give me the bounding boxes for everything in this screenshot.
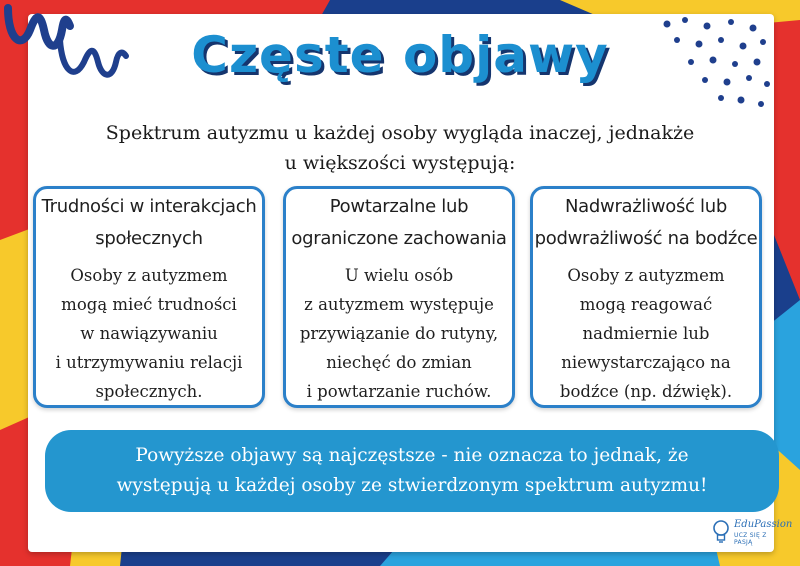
card-heading-line: podwrażliwość na bodźce [534,228,758,249]
card-body-line: niewystarczająco na [561,353,731,372]
intro-line: u większości występują: [284,152,516,174]
card-body-line: przywiązanie do rutyny, [299,324,499,343]
note-line: występują u każdej osoby ze stwierdzonym spektrum autyzmu! [116,475,708,496]
card-body-line: z autyzmem występuje [304,295,494,314]
card-body-line: w nawiązywaniu [80,324,218,343]
page-title: Częste objawy [191,26,609,84]
card-body-line: nadmiernie lub [582,324,710,343]
card-body [286,261,512,406]
card-body-line: mogą reagować [579,295,713,314]
card-heading [533,191,759,255]
card-body-line: Osoby z autyzmem [70,266,228,285]
note-line: Powyższe objawy są najczęstsze - nie oznacza to jednak, że [135,445,689,466]
card-body-line: i powtarzanie ruchów. [306,382,492,401]
symptom-card-repetitive [283,186,515,408]
card-heading-line: ograniczone zachowania [291,228,507,249]
card-body-line: i utrzymywaniu relacji [55,353,243,372]
card-heading-line: Nadwrażliwość lub [565,196,727,217]
intro-line: Spektrum autyzmu u każdej osoby wygląda inaczej, jednakże [105,122,695,144]
logo-tagline: UCZ SIĘ Z PASJĄ [734,532,767,546]
card-body-line: bodźce (np. dźwięk). [559,382,733,401]
card-heading-line: Powtarzalne lub [329,196,469,217]
brand-logo [710,518,793,546]
card-body-line: U wielu osób [344,266,454,285]
symptom-card-social [33,186,265,408]
card-body-line: społecznych. [95,382,203,401]
card-body [533,261,759,406]
card-body-line: mogą mieć trudności [61,295,237,314]
logo-brand-name: EduPassion [734,519,793,530]
symptom-card-sensory [530,186,762,408]
card-body-line: niechęć do zmian [326,353,472,372]
card-body-line: Osoby z autyzmem [567,266,725,285]
card-heading [36,191,262,255]
card-heading-line: Trudności w interakcjach [41,196,257,217]
card-heading [286,191,512,255]
card-heading-line: społecznych [95,228,203,249]
lightbulb-logo-icon [710,518,732,544]
card-body [36,261,262,406]
intro-text [40,118,760,178]
summary-note [45,430,779,512]
